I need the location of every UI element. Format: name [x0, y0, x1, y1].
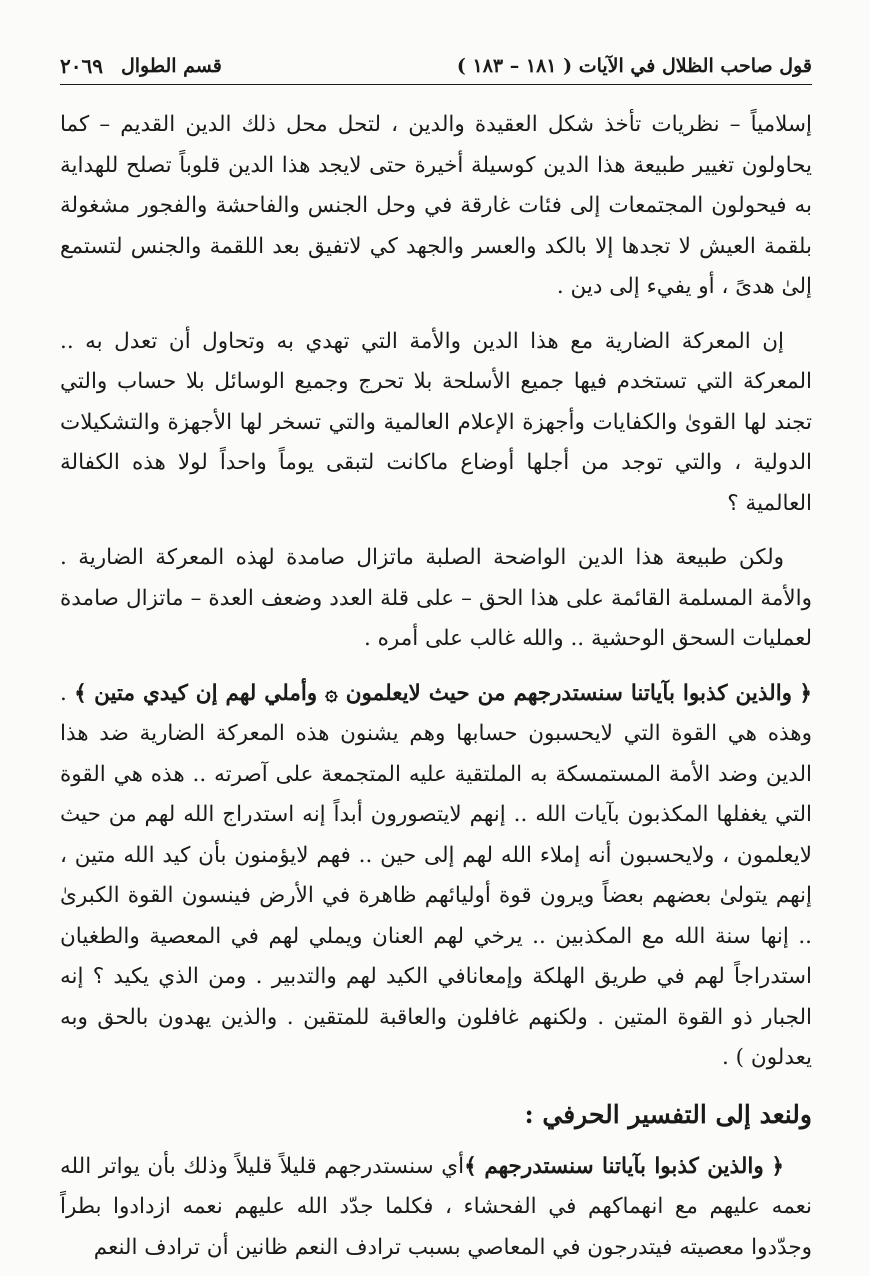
paragraph-5 — [60, 1147, 812, 1269]
book-page — [60, 48, 812, 1258]
running-title: قول صاحب الظلال في الآيات ( ١٨١ – ١٨٣ ) — [456, 55, 812, 77]
page-number: ٢٠٦٩ — [60, 54, 103, 78]
section-subheading: ولنعد إلى التفسير الحرفي : — [524, 1099, 812, 1129]
paragraph-4 — [60, 674, 812, 1079]
quran-bracket-open: ﴿ — [771, 1153, 784, 1179]
quran-bracket-close: ﴾ — [464, 1153, 477, 1179]
quran-verse: والذين كذبوا بآياتنا سنستدرجهم — [484, 1153, 764, 1179]
paragraph-3: ولكن طبيعة هذا الدين الواضحة الصلبة ماتزال صامدة لهذه المعركة الضارية . والأمة المسلمة القائمة على هذا الحق – على قلة العدد وضعف العدة – ماتزال صامدة لعمليات السحق الوحشية .. والله غالب على أمره . — [60, 545, 812, 651]
running-header — [60, 48, 812, 85]
body-text — [60, 105, 812, 1268]
paragraph-2: إن المعركة الضارية مع هذا الدين والأمة التي تهدي به وتحاول أن تعدل به .. المعركة التي تستخدم فيها جميع الأسلحة بلا تحرج وجميع الوسائل بلا حساب والتي تجند لها القوىٰ والكفايات وأجهزة الإعلام العالمية والتي تسخر لها الأجهزة والتشكيلات الدولية ، والتي توجد من أجلها أوضاع ماكانت لتبقى يوماً واحداً لولا هذه الكفالة العالمية ؟ — [60, 328, 812, 516]
quran-bracket-close: ﴾ — [74, 680, 87, 706]
paragraph-1: إسلامياً – نظريات تأخذ شكل العقيدة والدين ، لتحل محل ذلك الدين القديم – كما يحاولون تغيير طبيعة هذا الدين كوسيلة أخيرة حتى لايجد هذا الدين قلوباً تصلح للهداية به فيحولون المجتمعات إلى فئات غارقة في وحل الجنس والفاحشة والفجور مشغولة بلقمة العيش لا تجدها إلا بالكد والعسر والجهد كي لاتفيق بعد اللقمة والجنس لتستمع إلىٰ هدىً ، أو يفيء إلى دين . — [60, 112, 812, 299]
paragraph-4-text: . وهذه هي القوة التي لايحسبون حسابها وهم يشنون هذه المعركة الضارية ضد هذا الدين وضد الأمة المستمسكة به الملتقية عليه المتجمعة على آصرته .. هذه هي القوة التي يغفلها المكذبون بآيات الله .. إنهم لايتصورون أبداً إنه استدراج الله لهم من حيث لايعلمون ، ولايحسبون أنه إملاء الله لهم إلى حين .. فهم لايؤمنون بأن كيد الله متين ، إنهم يتولىٰ بعضهم بعضاً ويرون قوة أوليائهم ظاهرة في الأرض فينسون القوة الكبرىٰ .. إنها سنة الله مع المكذبين .. يرخي لهم العنان ويملي لهم في المعصية والطغيان استدراجاً لهم في طريق الهلكة وإمعانافي الكيد لهم والتدبير . ومن الذي يكيد ؟ إنه الجبار ذو القوة المتين . ولكنهم غافلون والعاقبة للمتقين . والذين يهدون بالحق وبه يعدلون ) . — [60, 680, 812, 1070]
section-name: قسم الطوال — [120, 55, 222, 77]
header-left-group — [60, 54, 222, 78]
quran-bracket-open: ﴿ — [799, 680, 812, 706]
quran-verse: والذين كذبوا بآياتنا سنستدرجهم من حيث لايعلمون ۞ وأملي لهم إن كيدي متين — [94, 680, 793, 706]
paragraph-5-text: أي سنستدرجهم قليلاً قليلاً وذلك بأن يواتر الله نعمه عليهم مع انهماكهم في الفحشاء ، فكلما جدّد الله عليهم نعمه ازدادوا بطراً وجدّدوا معصيته فيتدرجون في المعاصي بسبب ترادف النعم ظانين أن ترادف النعم — [60, 1153, 812, 1260]
